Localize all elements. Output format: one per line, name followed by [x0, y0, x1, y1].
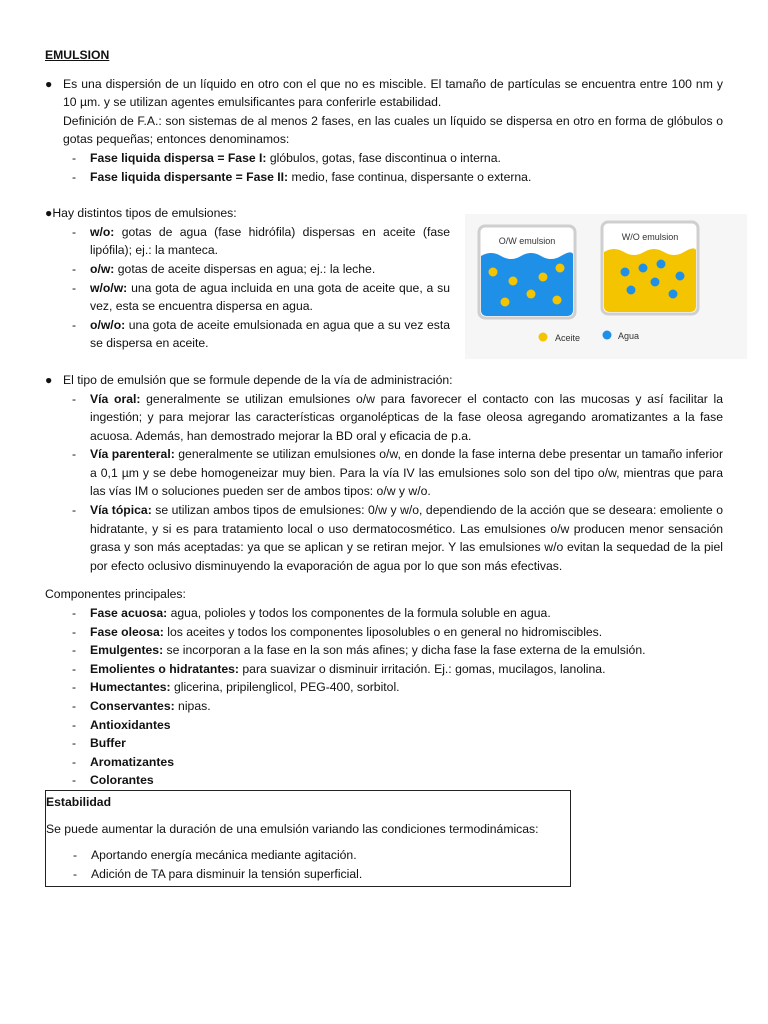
item-text: gotas de agua (fase hidrófila) dispersas en aceite (fase lipófila); ej.: la manteca.	[90, 224, 450, 258]
water-drop	[621, 268, 630, 277]
item-text: glóbulos, gotas, fase discontinua o interna.	[266, 150, 501, 165]
item-text: se utilizan ambos tipos de emulsiones: 0/w y w/o, dependiendo de la acción que se deseara: emoliente o hidratante, y si es para tratamiento local o uso dermatocosmético. Las emulsiones o/w producen menor sensación grasa y son más aceptadas: ya que se aplican y se retiran mejor. Y las emulsiones w/o evitan la sequedad de la piel por efecto oclusivo disminuyendo la evaporación de agua por lo que son más efectivas.	[90, 503, 723, 573]
types-heading: ●Hay distintos tipos de emulsiones:	[45, 206, 237, 221]
routes-section	[45, 371, 723, 576]
item-text: medio, fase continua, dispersante o externa.	[288, 169, 532, 184]
bullet-dot: ●	[45, 76, 53, 91]
water-drop	[669, 290, 678, 299]
item-text: glicerina, pripilenglicol, PEG-400, sorbitol.	[170, 680, 400, 695]
stability-text: Se puede aumentar la duración de una emulsión variando las condiciones termodinámicas:	[46, 821, 539, 836]
legend-oil-label: Aceite	[555, 333, 581, 344]
list-item	[72, 501, 723, 575]
wo-liquid	[604, 249, 696, 313]
item-label: Emolientes o hidratantes:	[90, 661, 239, 676]
ow-liquid	[481, 253, 573, 317]
item-label: Fase liquida dispersante = Fase II:	[90, 169, 289, 184]
water-drop	[676, 272, 685, 281]
list-item	[72, 753, 723, 772]
list-item	[72, 149, 723, 168]
list-item	[72, 771, 723, 790]
item-label: o/w/o:	[90, 317, 126, 332]
item-label: Vía tópica:	[90, 503, 152, 518]
item-text: se incorporan a la fase en la son más afines; y dicha fase la fase externa de la emulsión.	[163, 643, 646, 658]
list-item	[72, 168, 723, 187]
item-label: Fase liquida dispersa = Fase I:	[90, 150, 267, 165]
legend-oil-swatch	[539, 333, 548, 342]
item-label: Colorantes	[90, 773, 154, 788]
item-text: nipas.	[174, 699, 211, 713]
stability-list	[46, 846, 570, 883]
item-text: agua, polioles y todos los componentes de la formula soluble en agua.	[167, 606, 551, 621]
item-label: w/o:	[90, 224, 115, 239]
item-text: los aceites y todos los componentes liposolubles o en general no hidromiscibles.	[163, 624, 603, 639]
components-list	[45, 604, 723, 790]
intro-bullet	[45, 75, 723, 149]
item-label: Conservantes:	[90, 699, 175, 713]
list-item: - Aportando energía mecánica mediante agitación.	[73, 846, 570, 865]
list-item	[72, 641, 723, 660]
oil-drop	[553, 296, 562, 305]
legend-water-label: Agua	[618, 331, 640, 342]
item-text: para suavizar o disminuir irritación. Ej.: gomas, mucilagos, lanolina.	[239, 661, 606, 676]
stability-box	[45, 790, 571, 887]
water-drop	[639, 264, 648, 273]
water-drop	[651, 278, 660, 287]
item-label: Fase oleosa:	[90, 624, 164, 639]
oil-drop	[509, 277, 518, 286]
ow-beaker	[479, 226, 575, 318]
bullet-dot: ●	[45, 372, 53, 387]
list-item	[72, 223, 450, 260]
item-text: gotas de aceite dispersas en agua; ej.: la leche.	[114, 261, 376, 276]
list-item	[72, 604, 723, 623]
oil-drop	[527, 290, 536, 299]
list-item	[72, 660, 723, 679]
water-drop	[657, 260, 666, 269]
item-text: una gota de agua incluida en una gota de aceite que, a su vez, esta se encuentra dispersa en agua.	[90, 280, 450, 314]
list-item	[72, 697, 723, 716]
list-item	[72, 445, 723, 501]
item-label: Aromatizantes	[90, 754, 174, 769]
intro-text: Es una dispersión de un líquido en otro con el que no es miscible. El tamaño de partículas se encuentra entre 100 nm y 10 µm. y se utilizan agentes emulsificantes para conferirle estabilidad.	[63, 76, 723, 110]
list-item	[72, 678, 723, 697]
item-label: Fase acuosa:	[90, 606, 168, 621]
oil-drop	[489, 268, 498, 277]
types-section	[45, 204, 723, 353]
document-page	[45, 46, 723, 887]
components-heading: Componentes principales:	[45, 587, 186, 602]
oil-drop	[501, 298, 510, 307]
list-item: - Adición de TA para disminuir la tensión superficial.	[73, 865, 570, 884]
list-item	[72, 623, 723, 642]
item-label: Buffer	[90, 736, 126, 751]
routes-heading: El tipo de emulsión que se formule depende de la vía de administración:	[63, 372, 453, 387]
emulsion-diagram	[465, 214, 747, 359]
item-label: Emulgentes:	[90, 643, 164, 658]
item-label: o/w:	[90, 261, 115, 276]
stability-title: Estabilidad	[46, 794, 112, 809]
list-item	[72, 734, 723, 753]
oil-drop	[539, 273, 548, 282]
item-label: Humectantes:	[90, 680, 171, 695]
water-drop	[627, 286, 636, 295]
ow-label: O/W emulsion	[498, 236, 556, 247]
page-title: EMULSION	[45, 48, 110, 62]
wo-beaker	[602, 222, 698, 314]
item-text: una gota de aceite emulsionada en agua que a su vez esta se dispersa en aceite.	[90, 317, 450, 351]
item-text: generalmente se utilizan emulsiones o/w, en donde la fase interna debe presentar un tamaño inferior a 0,1 µm y se debe homogeneizar muy bien. Para la vía IV las emulsiones solo son del tipo o/w, mientras que para las vías IM o soluciones pueden ser de ambos tipos: o/w y w/o.	[90, 447, 724, 499]
list-item	[72, 279, 450, 316]
legend-water-swatch	[603, 331, 612, 340]
item-text: generalmente se utilizan emulsiones o/w para favorecer el contacto con las mucosas y así facilitar la ingestión; y para mejorar las características organolépticas de la fase oleosa agregando aromatizantes a la fase acuosa. Además, han demostrado mejorar la BD oral y eficacia de p.a.	[90, 391, 723, 443]
types-list	[45, 223, 450, 353]
emulsion-figure	[465, 214, 747, 359]
list-item	[72, 316, 450, 353]
wo-label: W/O emulsion	[621, 232, 679, 243]
list-item	[72, 260, 450, 279]
item-label: Antioxidantes	[90, 717, 171, 732]
routes-bullet	[45, 371, 723, 390]
item-label: Vía oral:	[90, 391, 141, 406]
definition-text: Definición de F.A.: son sistemas de al menos 2 fases, en las cuales un líquido se dispersa en otro en forma de glóbulos o gotas pequeñas; entonces denominamos:	[63, 113, 723, 147]
phase-list	[45, 149, 723, 186]
list-item	[72, 390, 723, 446]
item-label: Vía parenteral:	[90, 447, 175, 462]
list-item	[72, 716, 723, 735]
oil-drop	[556, 264, 565, 273]
routes-list	[45, 390, 723, 576]
item-label: w/o/w:	[90, 280, 128, 295]
